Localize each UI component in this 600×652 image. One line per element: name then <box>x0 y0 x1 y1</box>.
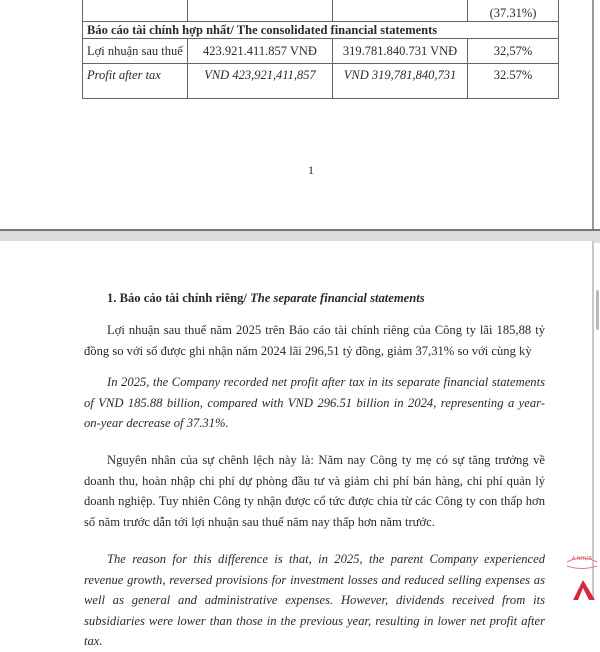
scrollbar[interactable] <box>596 290 599 330</box>
financial-table <box>82 0 559 99</box>
pct-cell: 32,57% <box>468 39 559 64</box>
heading-vi: 1. Báo cáo tài chính riêng/ <box>107 291 247 305</box>
paragraph-en-2: The reason for this difference is that, in 2025, the parent Company experienced revenue growth, reversed provisions for investment losses and reduced selling expenses as well as general and administrative expenses. However, dividends received from its subsidiaries were lower than those in the previous year, resulting in lower net profit after tax. <box>84 552 545 648</box>
page-number: 1 <box>308 163 314 177</box>
value-2024: VND 319,781,840,731 <box>333 64 468 99</box>
paragraph-en-1: In 2025, the Company recorded net profit after tax in its separate financial statements of VND 185.88 billion, compared with VND 296.51 billion in 2024, representing a year-on-year decrease of 37.31%. <box>84 375 545 430</box>
row-label: Lợi nhuận sau thuế <box>83 39 188 64</box>
table-row <box>83 0 559 22</box>
svg-text:A NHỰA: A NHỰA <box>571 556 593 562</box>
company-stamp <box>565 540 599 605</box>
section-heading <box>107 291 425 306</box>
paragraph-vi-2: Nguyên nhân của sự chênh lệch này là: Năm nay Công ty mẹ có sự tăng trưởng về doanh thu, hoàn nhập chi phí dự phòng đầu tư và giảm chi phí bán hàng, chi phí quản lý doanh nghiệp. Tuy nhiên Công ty nhận được cổ tức được chia từ các Công ty con thấp hơn số năm trước dẫn tới lợi nhuận sau thuế năm nay thấp hơn năm trước. <box>84 453 545 529</box>
heading-en: The separate financial statements <box>246 291 425 305</box>
row-label: Profit after tax <box>83 64 188 99</box>
value-2025: 423.921.411.857 VNĐ <box>188 39 333 64</box>
document-page-1 <box>0 0 594 229</box>
value-2025: VND 423,921,411,857 <box>188 64 333 99</box>
pct-cell: 32.57% <box>468 64 559 99</box>
table-row <box>83 39 559 64</box>
value-2024: 319.781.840.731 VNĐ <box>333 39 468 64</box>
table-row <box>83 64 559 99</box>
pct-cell: (37.31%) <box>468 0 559 22</box>
document-page-2 <box>0 241 594 648</box>
paragraph-vi-1: Lợi nhuận sau thuế năm 2025 trên Báo cáo tài chính riêng của Công ty lãi 185,88 tỷ đồng so với số được ghi nhận năm 2024 lãi 296,51 tỷ đồng, giảm 37,31% so với cùng kỳ <box>84 323 545 358</box>
consolidated-header: Báo cáo tài chính hợp nhất/ The consolidated financial statements <box>83 22 559 39</box>
